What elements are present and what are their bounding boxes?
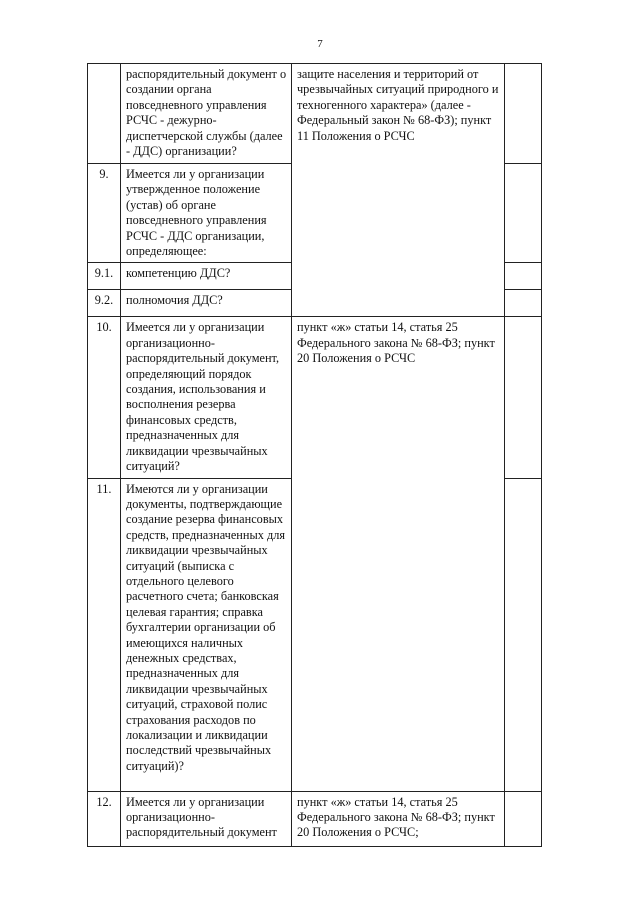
row-number bbox=[88, 64, 121, 164]
answer-cell bbox=[505, 64, 542, 164]
question-cell: компетенцию ДДС? bbox=[121, 263, 292, 290]
row-number: 11. bbox=[88, 478, 121, 791]
question-cell: Имеются ли у организации документы, подтверждающие создание резерва финансовых средств, предназначенных для ликвидации чрезвычайных ситуаций (выписка с отдельного целевого расчетного счета; банковская целевая гарантия; справка бухгалтерии организации об имеющихся наличных денежных средствах, предназначенных для ликвидации чрезвычайных ситуаций, страховой полис страхования расходов по локализации и ликвидации последствий чрезвычайных ситуаций)? bbox=[121, 478, 292, 791]
question-cell: Имеется ли у организации организационно-распорядительный документ, определяющий порядок создания, использования и восполнения резерва финансовых средств, предназначенных для ликвидации чрезвычайных ситуаций? bbox=[121, 317, 292, 478]
question-cell: Имеется ли у организации утвержденное положение (устав) об органе повседневного управления РСЧС - ДДС организации, определяющее: bbox=[121, 164, 292, 263]
row-number: 9.1. bbox=[88, 263, 121, 290]
page-number: 7 bbox=[317, 38, 323, 50]
row-number: 9.2. bbox=[88, 290, 121, 317]
answer-cell bbox=[505, 263, 542, 290]
row-number: 10. bbox=[88, 317, 121, 478]
answer-cell bbox=[505, 290, 542, 317]
answer-cell bbox=[505, 164, 542, 263]
question-cell: распорядительный документ о создании органа повседневного управления РСЧС - дежурно-диспетчерской службы (далее - ДДС) организации? bbox=[121, 64, 292, 164]
answer-cell bbox=[505, 478, 542, 791]
answer-cell bbox=[505, 791, 542, 846]
legal-basis-cell: пункт «ж» статьи 14, статья 25 Федерального закона № 68-ФЗ; пункт 20 Положения о РСЧС; bbox=[292, 791, 505, 846]
table-row bbox=[88, 64, 542, 164]
row-number: 9. bbox=[88, 164, 121, 263]
question-cell: Имеется ли у организации организационно-распорядительный документ bbox=[121, 791, 292, 846]
row-number: 12. bbox=[88, 791, 121, 846]
legal-basis-cell: защите населения и территорий от чрезвычайных ситуаций природного и техногенного характера» (далее - Федеральный закон № 68-ФЗ); пункт 11 Положения о РСЧС bbox=[292, 64, 505, 317]
table-row bbox=[88, 791, 542, 846]
legal-basis-cell: пункт «ж» статьи 14, статья 25 Федерального закона № 68-ФЗ; пункт 20 Положения о РСЧС bbox=[292, 317, 505, 791]
question-cell: полномочия ДДС? bbox=[121, 290, 292, 317]
answer-cell bbox=[505, 317, 542, 478]
checklist-table bbox=[87, 63, 542, 847]
table-row bbox=[88, 317, 542, 478]
